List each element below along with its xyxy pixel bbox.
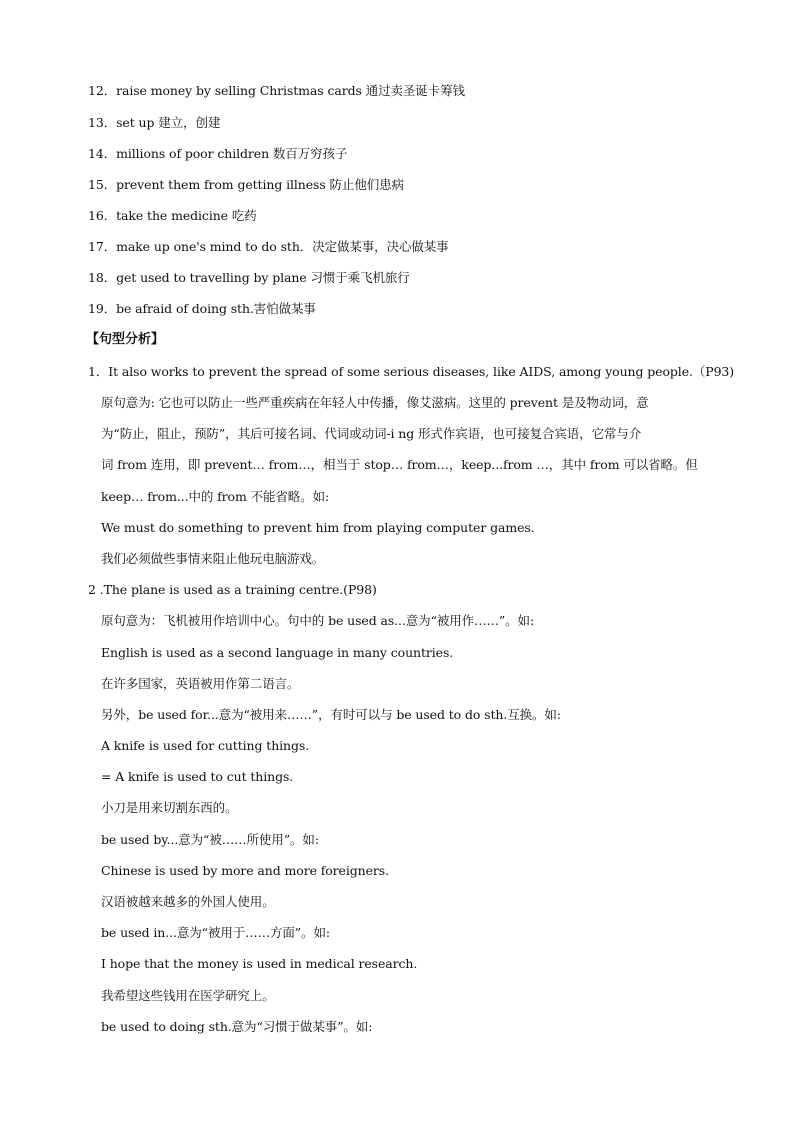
item-2-line: be used to doing sth.意为“习惯于做某事”。如: [101, 1019, 373, 1034]
vocab-item-13: 13．set up 建立，创建 [88, 115, 221, 130]
item-1-line: 为“防止，阻止，预防”，其后可接名词、代词或动词-i ng 形式作宾语，也可接复合宾语，它常与介 [101, 426, 642, 441]
vocab-item-15: 15．prevent them from getting illness 防止他们患病 [88, 177, 404, 192]
item-2-example: English is used as a second language in many countries. [101, 645, 454, 660]
vocab-item-16: 16．take the medicine 吃药 [88, 208, 257, 223]
vocab-item-19: 19．be afraid of doing sth.害怕做某事 [88, 301, 316, 316]
item-2-title: 2 .The plane is used as a training centre.(P98) [88, 582, 377, 597]
item-1-title: 1．It also works to prevent the spread of some serious diseases, like AIDS, among young people.（P93) [88, 364, 735, 379]
item-2-line: be used by...意为“被……所使用”。如: [101, 832, 319, 847]
item-2-translation: 小刀是用来切割东西的。 [101, 800, 238, 815]
item-2-example: I hope that the money is used in medical research. [101, 956, 418, 971]
vocab-item-14: 14．millions of poor children 数百万穷孩子 [88, 146, 348, 161]
item-2-translation: 我希望这些钱用在医学研究上。 [101, 988, 275, 1003]
item-2-translation: 在许多国家，英语被用作第二语言。 [101, 676, 300, 691]
item-2-line: 原句意为：飞机被用作培训中心。句中的 be used as...意为“被用作……”。如: [101, 613, 535, 628]
vocab-item-18: 18．get used to travelling by plane 习惯于乘飞机旅行 [88, 270, 410, 285]
item-2-example: = A knife is used to cut things. [101, 769, 294, 784]
vocab-item-17: 17．make up one's mind to do sth．决定做某事，决心做某事 [88, 239, 449, 254]
item-1-line: 词 from 连用，即 prevent… from…，相当于 stop… from…，keep...from …，其中 from 可以省略。但 [101, 457, 698, 472]
section-heading: 【句型分析】 [86, 332, 165, 347]
item-2-translation: 汉语被越来越多的外国人使用。 [101, 894, 275, 909]
item-1-example: We must do something to prevent him from playing computer games. [101, 520, 535, 535]
item-1-line: 原句意为: 它也可以防止一些严重疾病在年轻人中传播，像艾滋病。这里的 prevent 是及物动词，意 [101, 395, 649, 410]
vocab-item-12: 12．raise money by selling Christmas cards 通过卖圣诞卡筹钱 [88, 83, 465, 98]
item-2-line: be used in...意为“被用于……方面”。如: [101, 925, 330, 940]
item-2-line: 另外，be used for...意为“被用来……”，有时可以与 be used to do sth.互换。如: [101, 707, 561, 722]
item-2-example: Chinese is used by more and more foreigners. [101, 863, 389, 878]
item-1-line: keep… from...中的 from 不能省略。如: [101, 489, 330, 504]
item-1-translation: 我们必须做些事情来阻止他玩电脑游戏。 [101, 551, 325, 566]
item-2-example: A knife is used for cutting things. [101, 738, 310, 753]
